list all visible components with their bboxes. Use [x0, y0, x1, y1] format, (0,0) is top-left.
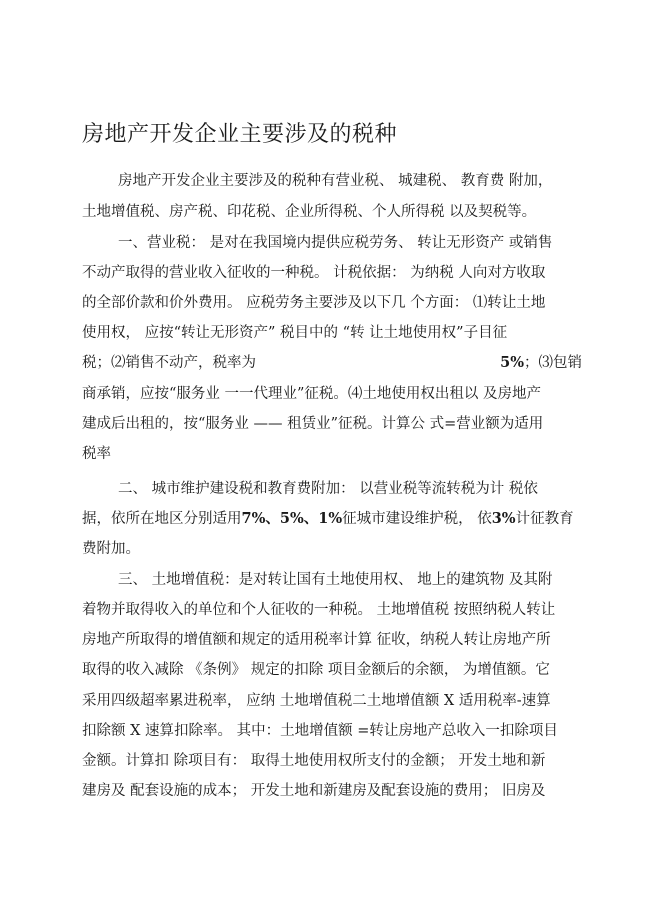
paragraph-line	[82, 508, 582, 530]
paragraph-line: 建房及 配套设施的成本； 开发土地和新建房及配套设施的费用； 旧房及	[82, 783, 546, 799]
document-title: 房地产开发企业主要涉及的税种	[82, 122, 398, 147]
paragraph-line: 土地增值税、房产税、印花税、企业所得税、个人所得税 以及契税等。	[82, 204, 537, 220]
paragraph-line: 着物并取得收入的单位和个人征收的一种税。 土地增值税 按照纳税人转让	[82, 602, 556, 618]
paragraph-line: 商承销，应按“服务业 一一代理业”征税。⑷土地使用权出租以 及房地产	[82, 386, 542, 402]
paragraph-line: 三、 土地增值税：是对转让国有土地使用权、 地上的建筑物 及其附	[118, 572, 553, 588]
line-text: 税；⑵销售不动产，税率为	[82, 355, 256, 371]
paragraph-line: 税率	[82, 446, 111, 462]
line-text: 据，依所在地区分别适用	[82, 511, 242, 527]
paragraph-line: 房地产所取得的增值额和规定的适用税率计算 征收，纳税人转让房地产所	[82, 632, 551, 648]
tax-rate: 5%	[500, 354, 524, 371]
paragraph-line: 建成后出租的，按“服务业 —— 租赁业”征税。计算公 式=营业额为适用	[82, 416, 544, 432]
paragraph-line: 一、营业税： 是对在我国境内提供应税劳务、 转让无形资产 或销售	[118, 235, 553, 251]
paragraph-line: 扣除额 X 速算扣除率。 其中：土地增值额 =转让房地产总收入一扣除项目	[82, 723, 558, 739]
paragraph-line: 取得的收入减除 《条例》 规定的扣除 项目金额后的余额， 为增值额。它	[82, 662, 550, 678]
paragraph-line: 房地产开发企业主要涉及的税种有营业税、 城建税、 教育费 附加，	[118, 173, 553, 189]
paragraph-line: 二、 城市维护建设税和教育费附加： 以营业税等流转税为计 税依	[118, 481, 538, 497]
line-text: ；⑶包销	[524, 355, 582, 371]
paragraph-line: 使用权， 应按“转让无形资产” 税目中的 “转 让土地使用权”子目征	[82, 325, 508, 341]
line-text: 计征教育	[515, 511, 574, 527]
paragraph-line: 金额。计算扣 除项目有： 取得土地使用权所支付的金额； 开发土地和新	[82, 753, 546, 769]
line-text: 征城市建设维护税， 依	[342, 511, 492, 527]
tax-rate: 7%、5%、1%	[241, 510, 343, 527]
line-text-tail	[500, 352, 582, 374]
paragraph-line: 的全部价款和价外费用。 应税劳务主要涉及以下几 个方面： ⑴转让土地	[82, 295, 546, 311]
paragraph-line: 费附加。	[82, 541, 140, 557]
tax-rate: 3%	[491, 510, 516, 527]
paragraph-line: 不动产取得的营业收入征收的一种税。 计税依据： 为纳税 人向对方收取	[82, 265, 546, 281]
paragraph-line: 采用四级超率累进税率， 应纳 土地增值税二土地增值额 X 适用税率-速算	[82, 693, 551, 709]
paragraph-line	[82, 352, 582, 374]
